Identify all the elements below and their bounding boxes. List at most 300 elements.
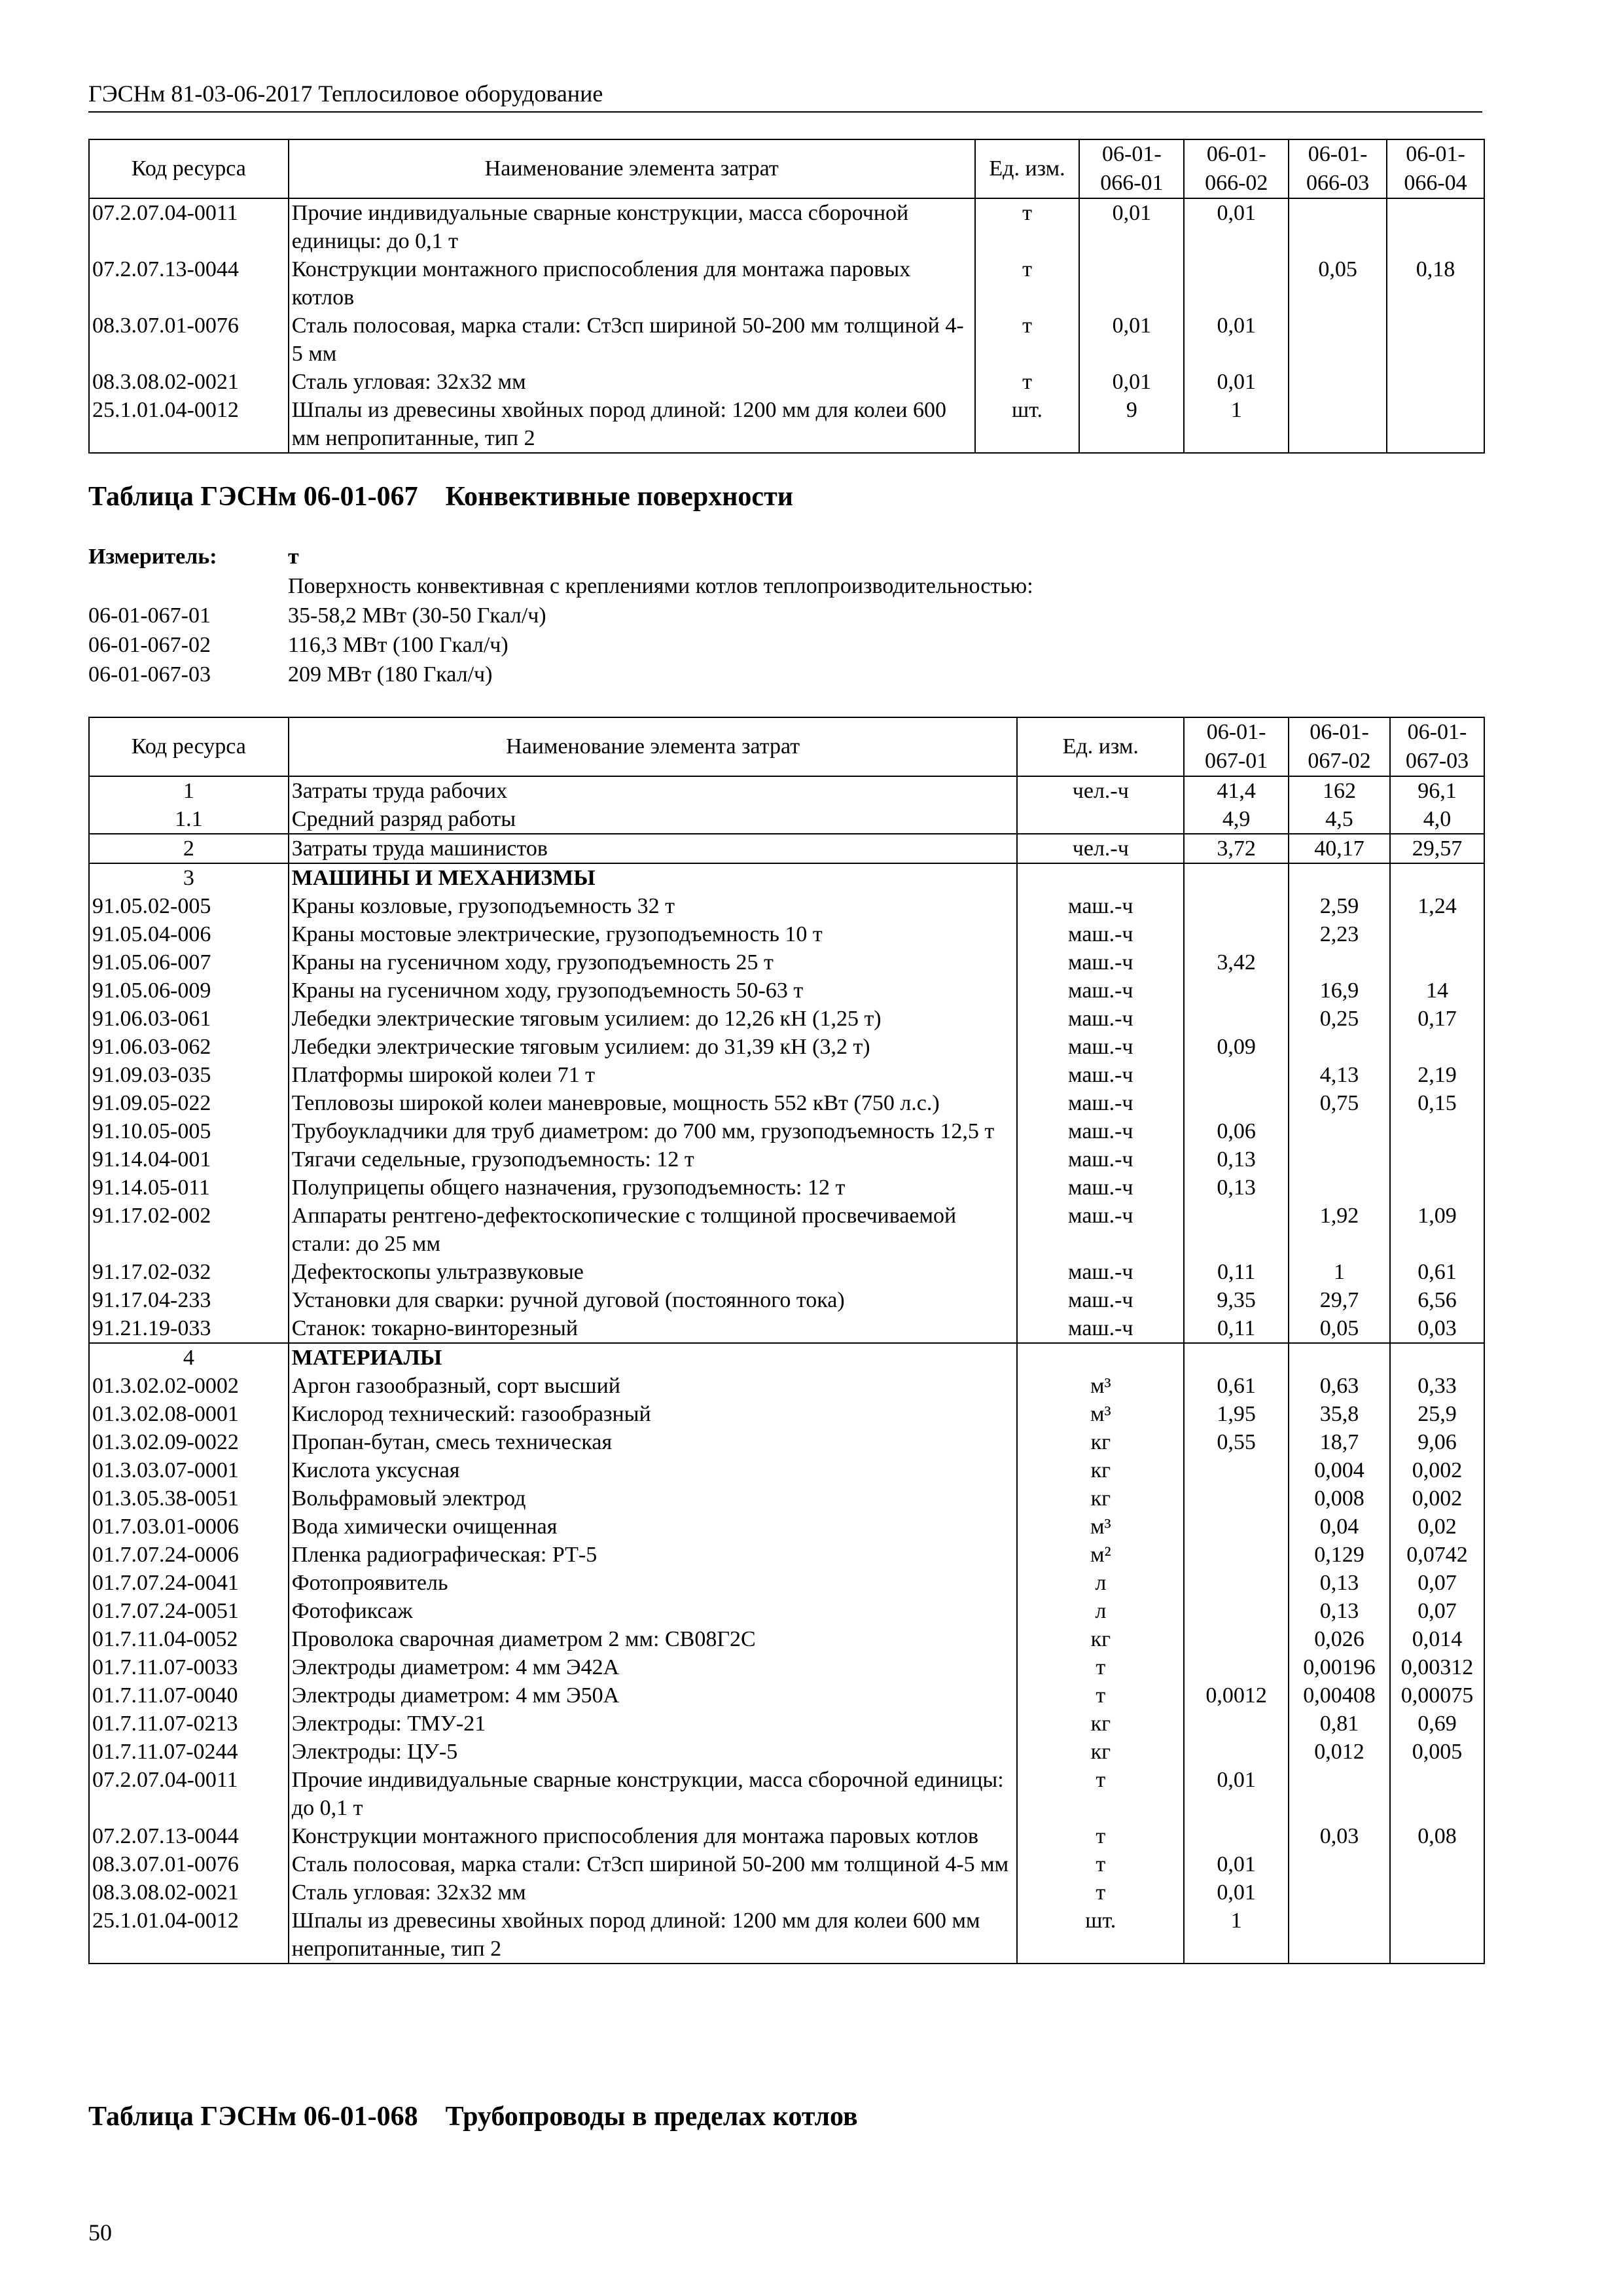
value	[1387, 312, 1484, 368]
cost-element-name: Тягачи седельные, грузоподъемность: 12 т	[289, 1145, 1018, 1174]
unit: маш.-ч	[1017, 977, 1184, 1005]
unit: т	[1017, 1822, 1184, 1850]
resource-code: 01.3.02.09-0022	[89, 1428, 289, 1456]
value: 0,00408	[1289, 1681, 1390, 1710]
table-row	[89, 892, 1484, 920]
unit: т	[975, 312, 1080, 368]
value: 9	[1079, 396, 1184, 453]
resource-code: 01.3.03.07-0001	[89, 1456, 289, 1484]
value: 1	[1289, 1258, 1390, 1286]
value	[1390, 1766, 1484, 1822]
cost-element-name: МАШИНЫ И МЕХАНИЗМЫ	[289, 863, 1018, 892]
table-row	[89, 776, 1484, 805]
measurer-item	[88, 601, 1033, 630]
value: 4,5	[1289, 805, 1390, 834]
table-row	[89, 1286, 1484, 1314]
table-row	[89, 1456, 1484, 1484]
value: 0,11	[1184, 1258, 1289, 1286]
value: 0,0012	[1184, 1681, 1289, 1710]
resource-code: 1	[89, 776, 289, 805]
header-cell: 06-01- 067-02	[1289, 717, 1390, 776]
cost-element-name: Затраты труда машинистов	[289, 834, 1018, 863]
resource-code: 3	[89, 863, 289, 892]
unit: шт.	[1017, 1907, 1184, 1964]
value: 0,04	[1289, 1513, 1390, 1541]
table-row	[89, 863, 1484, 892]
value: 0,55	[1184, 1428, 1289, 1456]
table-row	[89, 1878, 1484, 1907]
value	[1289, 1766, 1390, 1822]
table-row	[89, 1907, 1484, 1964]
value: 0,07	[1390, 1597, 1484, 1625]
value	[1184, 1653, 1289, 1681]
unit: т	[975, 368, 1080, 396]
resource-code: 01.7.07.24-0006	[89, 1541, 289, 1569]
table-row	[89, 1400, 1484, 1428]
cost-element-name: Вода химически очищенная	[289, 1513, 1018, 1541]
table-row	[89, 1174, 1484, 1202]
cost-element-name: Полуприцепы общего назначения, грузоподъемность: 12 т	[289, 1174, 1018, 1202]
value	[1289, 1033, 1390, 1061]
unit: м³	[1017, 1400, 1184, 1428]
table-header-row	[89, 717, 1484, 776]
value: 0,61	[1184, 1372, 1289, 1400]
cost-element-name: Платформы широкой колеи 71 т	[289, 1061, 1018, 1089]
cost-element-name: Шпалы из древесины хвойных пород длиной: 1200 мм для колеи 600 мм непропитанные, тип 2	[289, 396, 975, 453]
table-row	[89, 312, 1484, 368]
value	[1289, 198, 1387, 255]
unit: т	[1017, 1766, 1184, 1822]
table-row	[89, 1850, 1484, 1878]
value: 0,01	[1079, 198, 1184, 255]
unit: шт.	[975, 396, 1080, 453]
resource-code: 4	[89, 1343, 289, 1372]
table-row	[89, 1681, 1484, 1710]
table-row	[89, 977, 1484, 1005]
value	[1184, 1513, 1289, 1541]
unit: т	[1017, 1878, 1184, 1907]
value: 0,11	[1184, 1314, 1289, 1343]
value: 0,09	[1184, 1033, 1289, 1061]
cost-element-name: Лебедки электрические тяговым усилием: до 12,26 кН (1,25 т)	[289, 1005, 1018, 1033]
value	[1390, 1033, 1484, 1061]
table-row	[89, 1541, 1484, 1569]
cost-element-name: Лебедки электрические тяговым усилием: до 31,39 кН (3,2 т)	[289, 1033, 1018, 1061]
unit: т	[1017, 1653, 1184, 1681]
table-row	[89, 1822, 1484, 1850]
table-row	[89, 920, 1484, 948]
value	[1289, 948, 1390, 977]
value	[1184, 1089, 1289, 1117]
header-cell: 06-01- 066-03	[1289, 139, 1387, 198]
table-row	[89, 1710, 1484, 1738]
unit: маш.-ч	[1017, 948, 1184, 977]
table-row	[89, 1738, 1484, 1766]
resource-code: 91.17.02-002	[89, 1202, 289, 1258]
value: 14	[1390, 977, 1484, 1005]
value	[1184, 1625, 1289, 1653]
value: 0,002	[1390, 1456, 1484, 1484]
value: 41,4	[1184, 776, 1289, 805]
unit: маш.-ч	[1017, 1145, 1184, 1174]
resource-code: 91.14.04-001	[89, 1145, 289, 1174]
value: 0,13	[1289, 1597, 1390, 1625]
unit: маш.-ч	[1017, 1089, 1184, 1117]
cost-element-name: Сталь полосовая, марка стали: Ст3сп шириной 50-200 мм толщиной 4-5 мм	[289, 1850, 1018, 1878]
cost-element-name: Краны мостовые электрические, грузоподъемность 10 т	[289, 920, 1018, 948]
measurer-item	[88, 660, 1033, 689]
value	[1390, 920, 1484, 948]
resource-code: 91.05.06-009	[89, 977, 289, 1005]
resource-code: 01.7.11.07-0040	[89, 1681, 289, 1710]
cost-element-name: Станок: токарно-винторезный	[289, 1314, 1018, 1343]
resource-code: 91.17.04-233	[89, 1286, 289, 1314]
value: 9,06	[1390, 1428, 1484, 1456]
resource-code: 91.05.04-006	[89, 920, 289, 948]
unit: маш.-ч	[1017, 1286, 1184, 1314]
table-resources-067	[88, 717, 1485, 1964]
value	[1184, 863, 1289, 892]
value	[1390, 1117, 1484, 1145]
value	[1184, 1597, 1289, 1625]
resource-code: 91.06.03-061	[89, 1005, 289, 1033]
value	[1184, 1456, 1289, 1484]
value: 0,13	[1184, 1145, 1289, 1174]
cost-element-name: Установки для сварки: ручной дуговой (постоянного тока)	[289, 1286, 1018, 1314]
value: 6,56	[1390, 1286, 1484, 1314]
resource-code: 08.3.08.02-0021	[89, 368, 289, 396]
cost-element-name: Кислород технический: газообразный	[289, 1400, 1018, 1428]
value: 0,69	[1390, 1710, 1484, 1738]
unit: маш.-ч	[1017, 1174, 1184, 1202]
resource-code: 91.09.03-035	[89, 1061, 289, 1089]
value	[1390, 1174, 1484, 1202]
value: 0,13	[1289, 1569, 1390, 1597]
value	[1289, 1145, 1390, 1174]
cost-element-name: Затраты труда рабочих	[289, 776, 1018, 805]
unit: кг	[1017, 1484, 1184, 1513]
value: 0,81	[1289, 1710, 1390, 1738]
unit: маш.-ч	[1017, 1061, 1184, 1089]
unit: маш.-ч	[1017, 1314, 1184, 1343]
value: 0,01	[1079, 312, 1184, 368]
unit: маш.-ч	[1017, 1202, 1184, 1258]
cost-element-name: Аргон газообразный, сорт высший	[289, 1372, 1018, 1400]
header-cell: 06-01- 066-02	[1184, 139, 1289, 198]
cost-element-name: Конструкции монтажного приспособления для монтажа паровых котлов	[289, 1822, 1018, 1850]
header-cell: 06-01- 066-01	[1079, 139, 1184, 198]
resource-code: 01.7.03.01-0006	[89, 1513, 289, 1541]
value: 25,9	[1390, 1400, 1484, 1428]
value: 0,005	[1390, 1738, 1484, 1766]
value: 162	[1289, 776, 1390, 805]
resource-code: 01.7.11.07-0244	[89, 1738, 289, 1766]
resource-code: 01.7.11.07-0213	[89, 1710, 289, 1738]
value: 0,026	[1289, 1625, 1390, 1653]
table-resources-066	[88, 139, 1485, 454]
unit: т	[1017, 1850, 1184, 1878]
value	[1184, 1738, 1289, 1766]
value: 2,59	[1289, 892, 1390, 920]
value: 0,01	[1184, 1766, 1289, 1822]
cost-element-name: Трубоукладчики для труб диаметром: до 700 мм, грузоподъемность 12,5 т	[289, 1117, 1018, 1145]
value: 96,1	[1390, 776, 1484, 805]
table-row	[89, 1314, 1484, 1343]
value: 0,00075	[1390, 1681, 1484, 1710]
cost-element-name: Аппараты рентгено-дефектоскопические с толщиной просвечиваемой стали: до 25 мм	[289, 1202, 1018, 1258]
cost-element-name: Пленка радиографическая: РТ-5	[289, 1541, 1018, 1569]
unit: маш.-ч	[1017, 1005, 1184, 1033]
value: 0,03	[1390, 1314, 1484, 1343]
page-number: 50	[88, 2219, 112, 2246]
unit: т	[1017, 1681, 1184, 1710]
value	[1184, 1202, 1289, 1258]
cost-element-name: Вольфрамовый электрод	[289, 1484, 1018, 1513]
table-row	[89, 1653, 1484, 1681]
value: 0,00196	[1289, 1653, 1390, 1681]
resource-code: 91.17.02-032	[89, 1258, 289, 1286]
cost-element-name: Шпалы из древесины хвойных пород длиной: 1200 мм для колеи 600 мм непропитанные, тип 2	[289, 1907, 1018, 1964]
header-cell: 06-01- 067-01	[1184, 717, 1289, 776]
value: 0,129	[1289, 1541, 1390, 1569]
value: 4,13	[1289, 1061, 1390, 1089]
cost-element-name: Проволока сварочная диаметром 2 мм: СВ08Г2С	[289, 1625, 1018, 1653]
value: 0,00312	[1390, 1653, 1484, 1681]
value	[1387, 198, 1484, 255]
value: 0,05	[1289, 1314, 1390, 1343]
header-cell: Наименование элемента затрат	[289, 139, 975, 198]
cost-element-name: Пропан-бутан, смесь техническая	[289, 1428, 1018, 1456]
value	[1184, 255, 1289, 312]
value	[1079, 255, 1184, 312]
value: 0,004	[1289, 1456, 1390, 1484]
table-row	[89, 368, 1484, 396]
value: 0,002	[1390, 1484, 1484, 1513]
value: 0,63	[1289, 1372, 1390, 1400]
value: 18,7	[1289, 1428, 1390, 1456]
header-cell: 06-01- 067-03	[1390, 717, 1484, 776]
resource-code: 91.05.02-005	[89, 892, 289, 920]
table-row	[89, 1625, 1484, 1653]
value: 1,92	[1289, 1202, 1390, 1258]
table-row	[89, 255, 1484, 312]
table-row	[89, 198, 1484, 255]
cost-element-name: Краны на гусеничном ходу, грузоподъемность 50-63 т	[289, 977, 1018, 1005]
cost-element-name: Сталь угловая: 32х32 мм	[289, 1878, 1018, 1907]
resource-code: 91.05.06-007	[89, 948, 289, 977]
resource-code: 91.10.05-005	[89, 1117, 289, 1145]
value: 1,09	[1390, 1202, 1484, 1258]
value: 0,05	[1289, 255, 1387, 312]
value	[1289, 1117, 1390, 1145]
resource-code: 08.3.08.02-0021	[89, 1878, 289, 1907]
unit: л	[1017, 1569, 1184, 1597]
resource-code: 91.06.03-062	[89, 1033, 289, 1061]
value	[1387, 368, 1484, 396]
value	[1390, 948, 1484, 977]
unit	[1017, 863, 1184, 892]
value	[1289, 1907, 1390, 1964]
value	[1390, 1343, 1484, 1372]
resource-code: 01.7.07.24-0041	[89, 1569, 289, 1597]
resource-code: 1.1	[89, 805, 289, 834]
table-row	[89, 1061, 1484, 1089]
measurer-item	[88, 630, 1033, 660]
table-row	[89, 1597, 1484, 1625]
value	[1390, 1878, 1484, 1907]
cost-element-name: Краны козловые, грузоподъемность 32 т	[289, 892, 1018, 920]
cost-element-name: МАТЕРИАЛЫ	[289, 1343, 1018, 1372]
header-cell: Код ресурса	[89, 717, 289, 776]
unit: маш.-ч	[1017, 920, 1184, 948]
value: 9,35	[1184, 1286, 1289, 1314]
value: 0,18	[1387, 255, 1484, 312]
value: 0,008	[1289, 1484, 1390, 1513]
value	[1390, 863, 1484, 892]
resource-code: 91.09.05-022	[89, 1089, 289, 1117]
value: 0,25	[1289, 1005, 1390, 1033]
value: 0,06	[1184, 1117, 1289, 1145]
item-description: 35-58,2 МВт (30-50 Гкал/ч)	[288, 603, 546, 628]
item-code: 06-01-067-03	[88, 662, 211, 687]
cost-element-name: Электроды диаметром: 4 мм Э42А	[289, 1653, 1018, 1681]
table-row	[89, 1766, 1484, 1822]
value	[1184, 892, 1289, 920]
table-row	[89, 805, 1484, 834]
table-row	[89, 1372, 1484, 1400]
table-row	[89, 834, 1484, 863]
resource-code: 25.1.01.04-0012	[89, 1907, 289, 1964]
measurer-block	[88, 542, 1033, 689]
resource-code: 91.14.05-011	[89, 1174, 289, 1202]
value: 2,23	[1289, 920, 1390, 948]
unit: кг	[1017, 1456, 1184, 1484]
unit: маш.-ч	[1017, 892, 1184, 920]
unit: кг	[1017, 1428, 1184, 1456]
resource-code: 01.7.11.07-0033	[89, 1653, 289, 1681]
table-row	[89, 1484, 1484, 1513]
resource-code: 01.3.05.38-0051	[89, 1484, 289, 1513]
cost-element-name: Фотофиксаж	[289, 1597, 1018, 1625]
value: 0,75	[1289, 1089, 1390, 1117]
value: 16,9	[1289, 977, 1390, 1005]
value: 35,8	[1289, 1400, 1390, 1428]
value	[1184, 1343, 1289, 1372]
header-cell: Наименование элемента затрат	[289, 717, 1018, 776]
cost-element-name: Электроды: ЦУ-5	[289, 1738, 1018, 1766]
value	[1184, 1005, 1289, 1033]
value: 0,01	[1184, 1850, 1289, 1878]
value	[1390, 1907, 1484, 1964]
unit: маш.-ч	[1017, 1117, 1184, 1145]
resource-code: 07.2.07.13-0044	[89, 255, 289, 312]
value	[1184, 1061, 1289, 1089]
value	[1184, 1822, 1289, 1850]
table-row	[89, 1145, 1484, 1174]
value: 1,95	[1184, 1400, 1289, 1428]
table-row	[89, 1428, 1484, 1456]
value: 0,61	[1390, 1258, 1484, 1286]
table-row	[89, 1089, 1484, 1117]
value: 0,13	[1184, 1174, 1289, 1202]
table-row	[89, 1005, 1484, 1033]
resource-code: 01.7.11.04-0052	[89, 1625, 289, 1653]
cost-element-name: Прочие индивидуальные сварные конструкции, масса сборочной единицы: до 0,1 т	[289, 198, 975, 255]
value: 0,01	[1184, 1878, 1289, 1907]
unit: м²	[1017, 1541, 1184, 1569]
value: 0,07	[1390, 1569, 1484, 1597]
value: 0,17	[1390, 1005, 1484, 1033]
measurer-label: Измеритель:	[88, 545, 217, 569]
unit: маш.-ч	[1017, 1033, 1184, 1061]
value	[1289, 1174, 1390, 1202]
table-row	[89, 1513, 1484, 1541]
header-cell: 06-01- 066-04	[1387, 139, 1484, 198]
cost-element-name: Фотопроявитель	[289, 1569, 1018, 1597]
value	[1184, 1541, 1289, 1569]
value	[1390, 1850, 1484, 1878]
value: 1	[1184, 1907, 1289, 1964]
unit: маш.-ч	[1017, 1258, 1184, 1286]
value	[1390, 1145, 1484, 1174]
value	[1184, 977, 1289, 1005]
value	[1289, 1343, 1390, 1372]
unit	[1017, 1343, 1184, 1372]
value: 0,0742	[1390, 1541, 1484, 1569]
value	[1387, 396, 1484, 453]
value: 29,7	[1289, 1286, 1390, 1314]
measurer-description: Поверхность конвективная с креплениями котлов теплопроизводительностью:	[288, 574, 1033, 598]
resource-code: 07.2.07.04-0011	[89, 198, 289, 255]
cost-element-name: Конструкции монтажного приспособления для монтажа паровых котлов	[289, 255, 975, 312]
value: 2,19	[1390, 1061, 1484, 1089]
resource-code: 07.2.07.13-0044	[89, 1822, 289, 1850]
table-row	[89, 396, 1484, 453]
resource-code: 08.3.07.01-0076	[89, 1850, 289, 1878]
cost-element-name: Сталь полосовая, марка стали: Ст3сп шириной 50-200 мм толщиной 4-5 мм	[289, 312, 975, 368]
cost-element-name: Краны на гусеничном ходу, грузоподъемность 25 т	[289, 948, 1018, 977]
value	[1289, 312, 1387, 368]
resource-code: 2	[89, 834, 289, 863]
value: 3,42	[1184, 948, 1289, 977]
table-title-067: Таблица ГЭСНм 06-01-067 Конвективные поверхности	[88, 482, 793, 512]
table-title-068: Таблица ГЭСНм 06-01-068 Трубопроводы в пределах котлов	[88, 2102, 858, 2132]
resource-code: 08.3.07.01-0076	[89, 312, 289, 368]
value: 0,02	[1390, 1513, 1484, 1541]
unit: м³	[1017, 1372, 1184, 1400]
resource-code: 01.7.07.24-0051	[89, 1597, 289, 1625]
cost-element-name: Прочие индивидуальные сварные конструкции, масса сборочной единицы: до 0,1 т	[289, 1766, 1018, 1822]
value: 0,01	[1079, 368, 1184, 396]
unit: чел.-ч	[1017, 834, 1184, 863]
item-description: 209 МВт (180 Гкал/ч)	[288, 662, 493, 687]
item-description: 116,3 МВт (100 Гкал/ч)	[288, 633, 508, 657]
cost-element-name: Сталь угловая: 32х32 мм	[289, 368, 975, 396]
value: 3,72	[1184, 834, 1289, 863]
value: 0,33	[1390, 1372, 1484, 1400]
cost-element-name: Тепловозы широкой колеи маневровые, мощность 552 кВт (750 л.с.)	[289, 1089, 1018, 1117]
unit: кг	[1017, 1738, 1184, 1766]
item-code: 06-01-067-02	[88, 633, 211, 657]
value: 4,0	[1390, 805, 1484, 834]
table-row	[89, 1117, 1484, 1145]
value	[1184, 1569, 1289, 1597]
value: 0,012	[1289, 1738, 1390, 1766]
unit: м³	[1017, 1513, 1184, 1541]
value: 1,24	[1390, 892, 1484, 920]
value	[1184, 1484, 1289, 1513]
unit: кг	[1017, 1710, 1184, 1738]
